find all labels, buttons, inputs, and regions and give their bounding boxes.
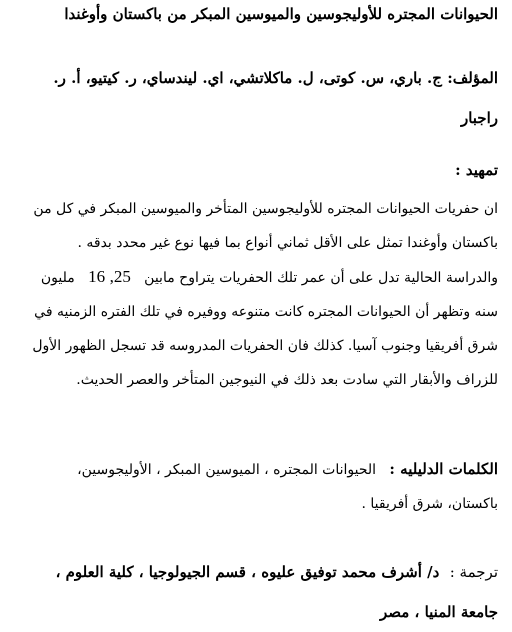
intro-age-value-b: 16: [88, 267, 106, 286]
authors-line-2: راجبار: [460, 109, 498, 127]
authors-label: المؤلف:: [447, 69, 498, 87]
intro-line-4: سنه وتظهر أن الحيوانات المجتره كانت متنوعه ووفيره في تلك الفتره الزمنيه في: [34, 304, 498, 320]
intro-line-3: [10, 260, 498, 295]
intro-age-separator: ,: [109, 267, 114, 286]
intro-line-6: للزراف والأبقار التي سادت بعد ذلك في النيوجين المتأخر والعصر الحديث.: [76, 372, 498, 388]
authors-names: ج. باري، س. كوتى، ل. ماكلاتشي، اي. ليندساي، ر. كيتيو، أ. ر.: [53, 69, 442, 87]
keywords-line-2: باكستان، شرق أفريقيا .: [361, 496, 498, 512]
translation-label: ترجمة :: [449, 563, 498, 581]
intro-line-1: ان حفريات الحيوانات المجتره للأوليجوسين المتأخر والميوسين المبكر في كل من: [33, 201, 498, 217]
intro-line-2: باكستان وأوغندا تمثل على الأقل ثماني أنواع بما فيها نوع غير محدد بدقه .: [77, 235, 498, 251]
intro-paragraph: [10, 192, 498, 397]
intro-age-before: والدراسة الحالية تدل على أن عمر تلك الحفريات يتراوح مابين: [144, 270, 498, 286]
translator-info: د/ أشرف محمد توفيق عليوه ، قسم الجيولوجيا ، كلية العلوم ،: [55, 563, 440, 581]
keywords-line-1: [10, 452, 498, 487]
intro-age-after: مليون: [40, 270, 75, 286]
keywords-block: [10, 452, 498, 521]
authors-line-1: [12, 58, 498, 98]
keywords-list-1: الحيوانات المجتره ، الميوسين المبكر ، الأوليجوسين،: [77, 462, 377, 478]
keywords-label: الكلمات الدليليه :: [389, 460, 498, 478]
translation-line-2: جامعة المنيا ، مصر: [379, 603, 498, 621]
translation-line-1: [10, 552, 498, 592]
intro-age-value-a: 25: [113, 267, 131, 286]
translation-block: [10, 552, 498, 632]
intro-heading: تمهيد :: [455, 161, 498, 179]
document-title: الحيوانات المجتره للأوليجوسين والميوسين المبكر من باكستان وأوغندا: [64, 5, 498, 23]
authors-block: [12, 58, 498, 138]
intro-line-5: شرق أفريقيا وجنوب آسيا. كذلك فان الحفريات المدروسه قد تسجل الظهور الأول: [32, 338, 498, 354]
